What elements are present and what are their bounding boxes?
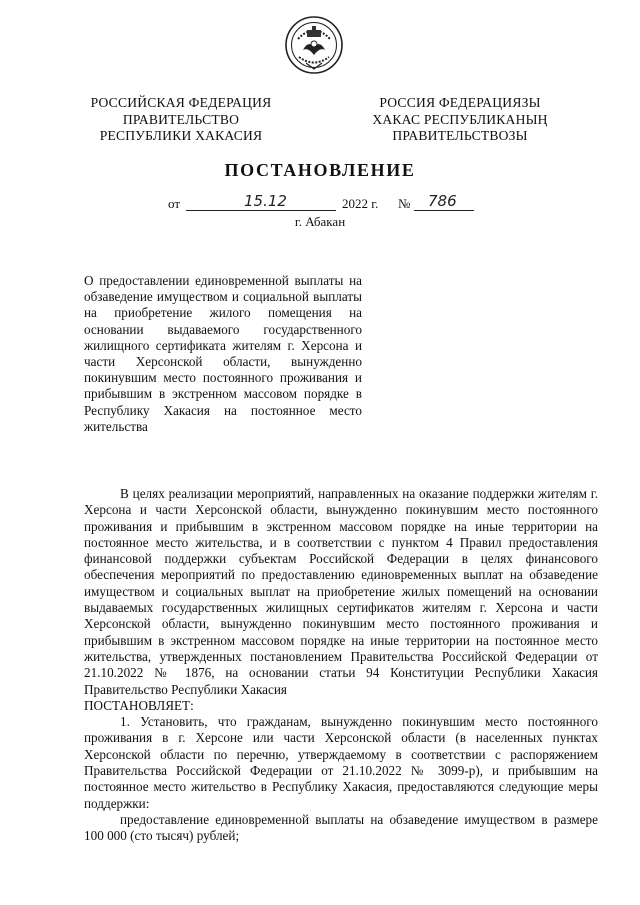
- subject-heading: О предоставлении единовременной выплаты на обзаведение имуществом и социальной выплаты на приобретение жилого помещения на основании выдаваемого государственного жилищного сертификата жителям г. Херсона и части Херсонской области, вынужденно покинувшим место постоянного проживания и прибывшим в экстренном массовом порядке в Республику Хакасия на постоянное место жительства: [84, 273, 362, 434]
- document-type-title: ПОСТАНОВЛЕНИЕ: [224, 160, 416, 180]
- body-paragraph-support-measure: предоставление единовременной выплаты на обзаведение имуществом в размере 100 000 (сто тысяч) рублей;: [84, 811, 598, 844]
- year-label: 2022 г.: [342, 196, 379, 211]
- handwritten-number: 786: [428, 192, 457, 210]
- date-prefix: от: [168, 196, 181, 211]
- preamble-text: В целях реализации мероприятий, направленных на оказание поддержки жителям г. Херсона и части Херсонской области, вынужденно покинувшим место постоянного проживания и прибывшим в экстренном массовом порядке на иные территории на постоянное место жительства, и в соответствии с пунктом 4 Правил предоставления финансовой поддержки субъектам Российской Федерации в целях финансового обеспечения мероприятий по предоставлению единовременных выплат на обзаведение имуществом и социальных выплат на приобретение жилых помещений на основании выдаваемых государственных жилищных сертификатов жителям г. Херсона и части Херсонской области, вынужденно покинувшим место постоянного проживания и прибывшим в экстренном массовом порядке на иные территории на постоянное место жительства, утвержденных постановлением Правительства Российской Федерации от 21.10.2022 № 1876, на основании статьи 94 Конституции Республики Хакасия Правительство Республики Хакасия: [84, 486, 598, 697]
- header-right-line-3: ПРАВИТЕЛЬСТВОЗЫ: [392, 128, 528, 143]
- header-left-block: [56, 95, 306, 145]
- header-right-block: [335, 95, 585, 145]
- date-number-line: [0, 194, 640, 214]
- city-name: г. Абакан: [294, 214, 346, 229]
- number-sign: №: [398, 196, 411, 211]
- header-left-line-3: РЕСПУБЛИКИ ХАКАСИЯ: [99, 128, 263, 143]
- coat-of-arms-emblem: [284, 14, 344, 76]
- resolves-label: ПОСТАНОВЛЯЕТ:: [84, 697, 194, 713]
- header-left-line-1: РОССИЙСКАЯ ФЕДЕРАЦИЯ: [90, 95, 272, 110]
- document-body: [84, 486, 598, 845]
- handwritten-date: 15.12: [244, 192, 287, 210]
- header-right-line-2: ХАКАС РЕСПУБЛИКАНЫҢ: [372, 111, 548, 127]
- body-paragraph-1: 1. Установить, что гражданам, вынужденно покинувшим место постоянного проживания в г. Херсоне или части Херсонской области (в населенных пунктах Херсонской области по перечню, утверждаемому в соответствии с распоряжением Правительства Российской Федерации от 21.10.2022 № 3099-р), и прибывшим на постоянное место жительство в Республику Хакасия, предоставляются следующие меры поддержки:: [84, 714, 598, 811]
- header-right-line-1: РОССИЯ ФЕДЕРАЦИЯЗЫ: [379, 95, 541, 110]
- header-left-line-2: ПРАВИТЕЛЬСТВО: [122, 111, 240, 127]
- body-paragraph-preamble: [84, 486, 598, 698]
